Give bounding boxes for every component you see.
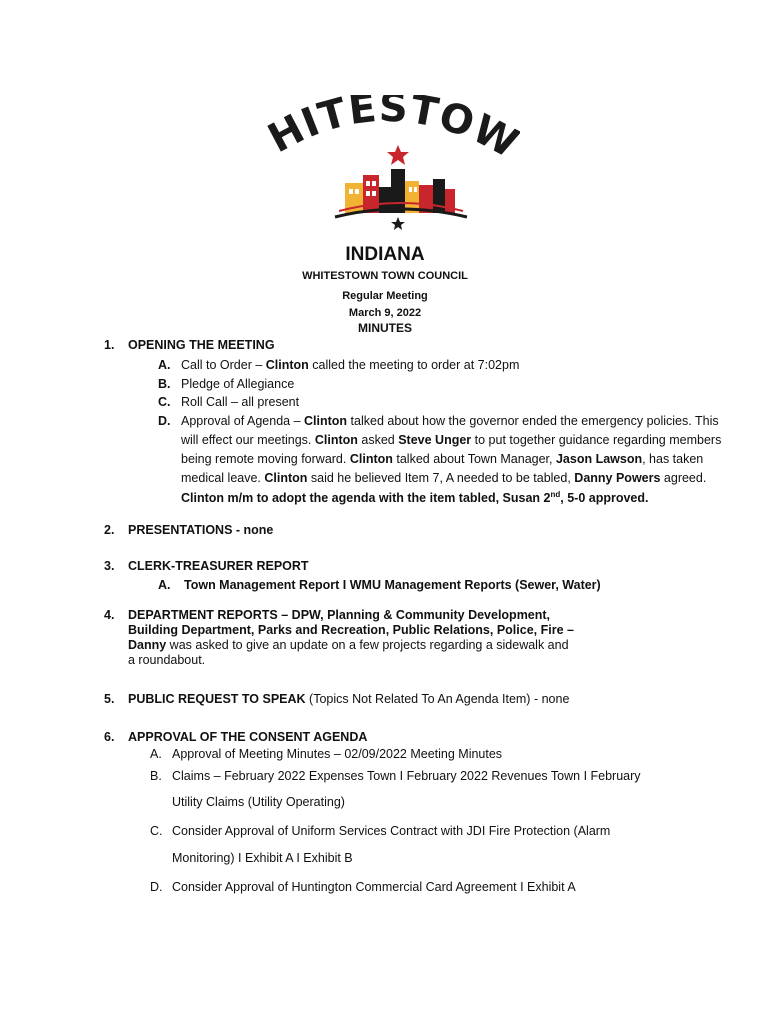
svg-text:WHITESTOWN	[255, 95, 520, 168]
item-1d-letter: D.	[158, 414, 171, 428]
item-6b-line-2: Utility Claims (Utility Operating)	[172, 795, 345, 809]
item-6d-letter: D.	[150, 880, 163, 894]
item-1c-text: Roll Call – all present	[181, 395, 300, 409]
section-2-title: PRESENTATIONS - none	[128, 523, 274, 537]
logo-wordmark: HITESTO	[260, 95, 482, 163]
item-1a-letter: A.	[158, 358, 171, 372]
section-1-title: OPENING THE MEETING	[128, 338, 275, 352]
section-5-text: PUBLIC REQUEST TO SPEAK (Topics Not Related To An Agenda Item) - none	[128, 692, 570, 706]
section-2-number: 2.	[104, 523, 115, 537]
item-1c-letter: C.	[158, 395, 171, 409]
item-6c-letter: C.	[150, 824, 163, 838]
section-3-number: 3.	[104, 559, 115, 573]
section-3-title: CLERK-TREASURER REPORT	[128, 559, 309, 573]
item-1d-line-2: will effect our meetings. Clinton asked Steve Unger to put together guidance regarding members	[181, 433, 722, 447]
meeting-date: March 9, 2022	[348, 307, 422, 319]
item-6c-line-1: Consider Approval of Uniform Services Contract with JDI Fire Protection (Alarm	[172, 824, 611, 838]
section-5-number: 5.	[104, 692, 115, 706]
section-4-line-1: DEPARTMENT REPORTS – DPW, Planning & Community Development,	[128, 608, 551, 622]
meeting-type: Regular Meeting	[342, 290, 428, 302]
item-1b-letter: B.	[158, 377, 171, 391]
council-title: WHITESTOWN TOWN COUNCIL	[302, 270, 468, 282]
item-6c-line-2: Monitoring) I Exhibit A I Exhibit B	[172, 851, 353, 865]
item-1d-motion: Clinton m/m to adopt the agenda with the item tabled, Susan 2nd, 5-0 approved.	[181, 490, 649, 506]
section-6-number: 6.	[104, 730, 115, 744]
section-6-title: APPROVAL OF THE CONSENT AGENDA	[128, 730, 368, 744]
section-4-line-3: Danny was asked to give an update on a few projects regarding a sidewalk and	[128, 638, 569, 652]
document-title: MINUTES	[358, 321, 412, 335]
item-6a-letter: A.	[150, 747, 162, 761]
item-1d-line-4: medical leave. Clinton said he believed Item 7, A needed to be tabled, Danny Powers agreed.	[181, 471, 707, 485]
item-1a-text: Call to Order – Clinton called the meeting to order at 7:02pm	[181, 358, 520, 372]
item-6a-text: Approval of Meeting Minutes – 02/09/2022 Meeting Minutes	[172, 747, 503, 761]
section-4-line-4: a roundabout.	[128, 653, 206, 667]
section-1-number: 1.	[104, 338, 115, 352]
item-1d-line-1: Approval of Agenda – Clinton talked about how the governor ended the emergency policies. This	[181, 414, 719, 428]
item-6b-letter: B.	[150, 769, 162, 783]
state-label: INDIANA	[345, 244, 425, 265]
item-1d-line-3: being remote moving forward. Clinton talked about Town Manager, Jason Lawson, has taken	[181, 452, 704, 466]
item-3a-letter: A.	[158, 578, 171, 592]
item-6d-text: Consider Approval of Huntington Commercial Card Agreement I Exhibit A	[172, 880, 576, 894]
section-4-number: 4.	[104, 608, 115, 622]
item-6b-line-1: Claims – February 2022 Expenses Town I February 2022 Revenues Town I February	[172, 769, 641, 783]
section-4-line-2: Building Department, Parks and Recreation, Public Relations, Police, Fire –	[128, 623, 574, 637]
item-3a-text: Town Management Report I WMU Management Reports (Sewer, Water)	[184, 578, 601, 592]
whitestown-logo	[255, 95, 520, 230]
item-1b-text: Pledge of Allegiance	[181, 377, 295, 391]
logo-graphic	[255, 95, 520, 230]
